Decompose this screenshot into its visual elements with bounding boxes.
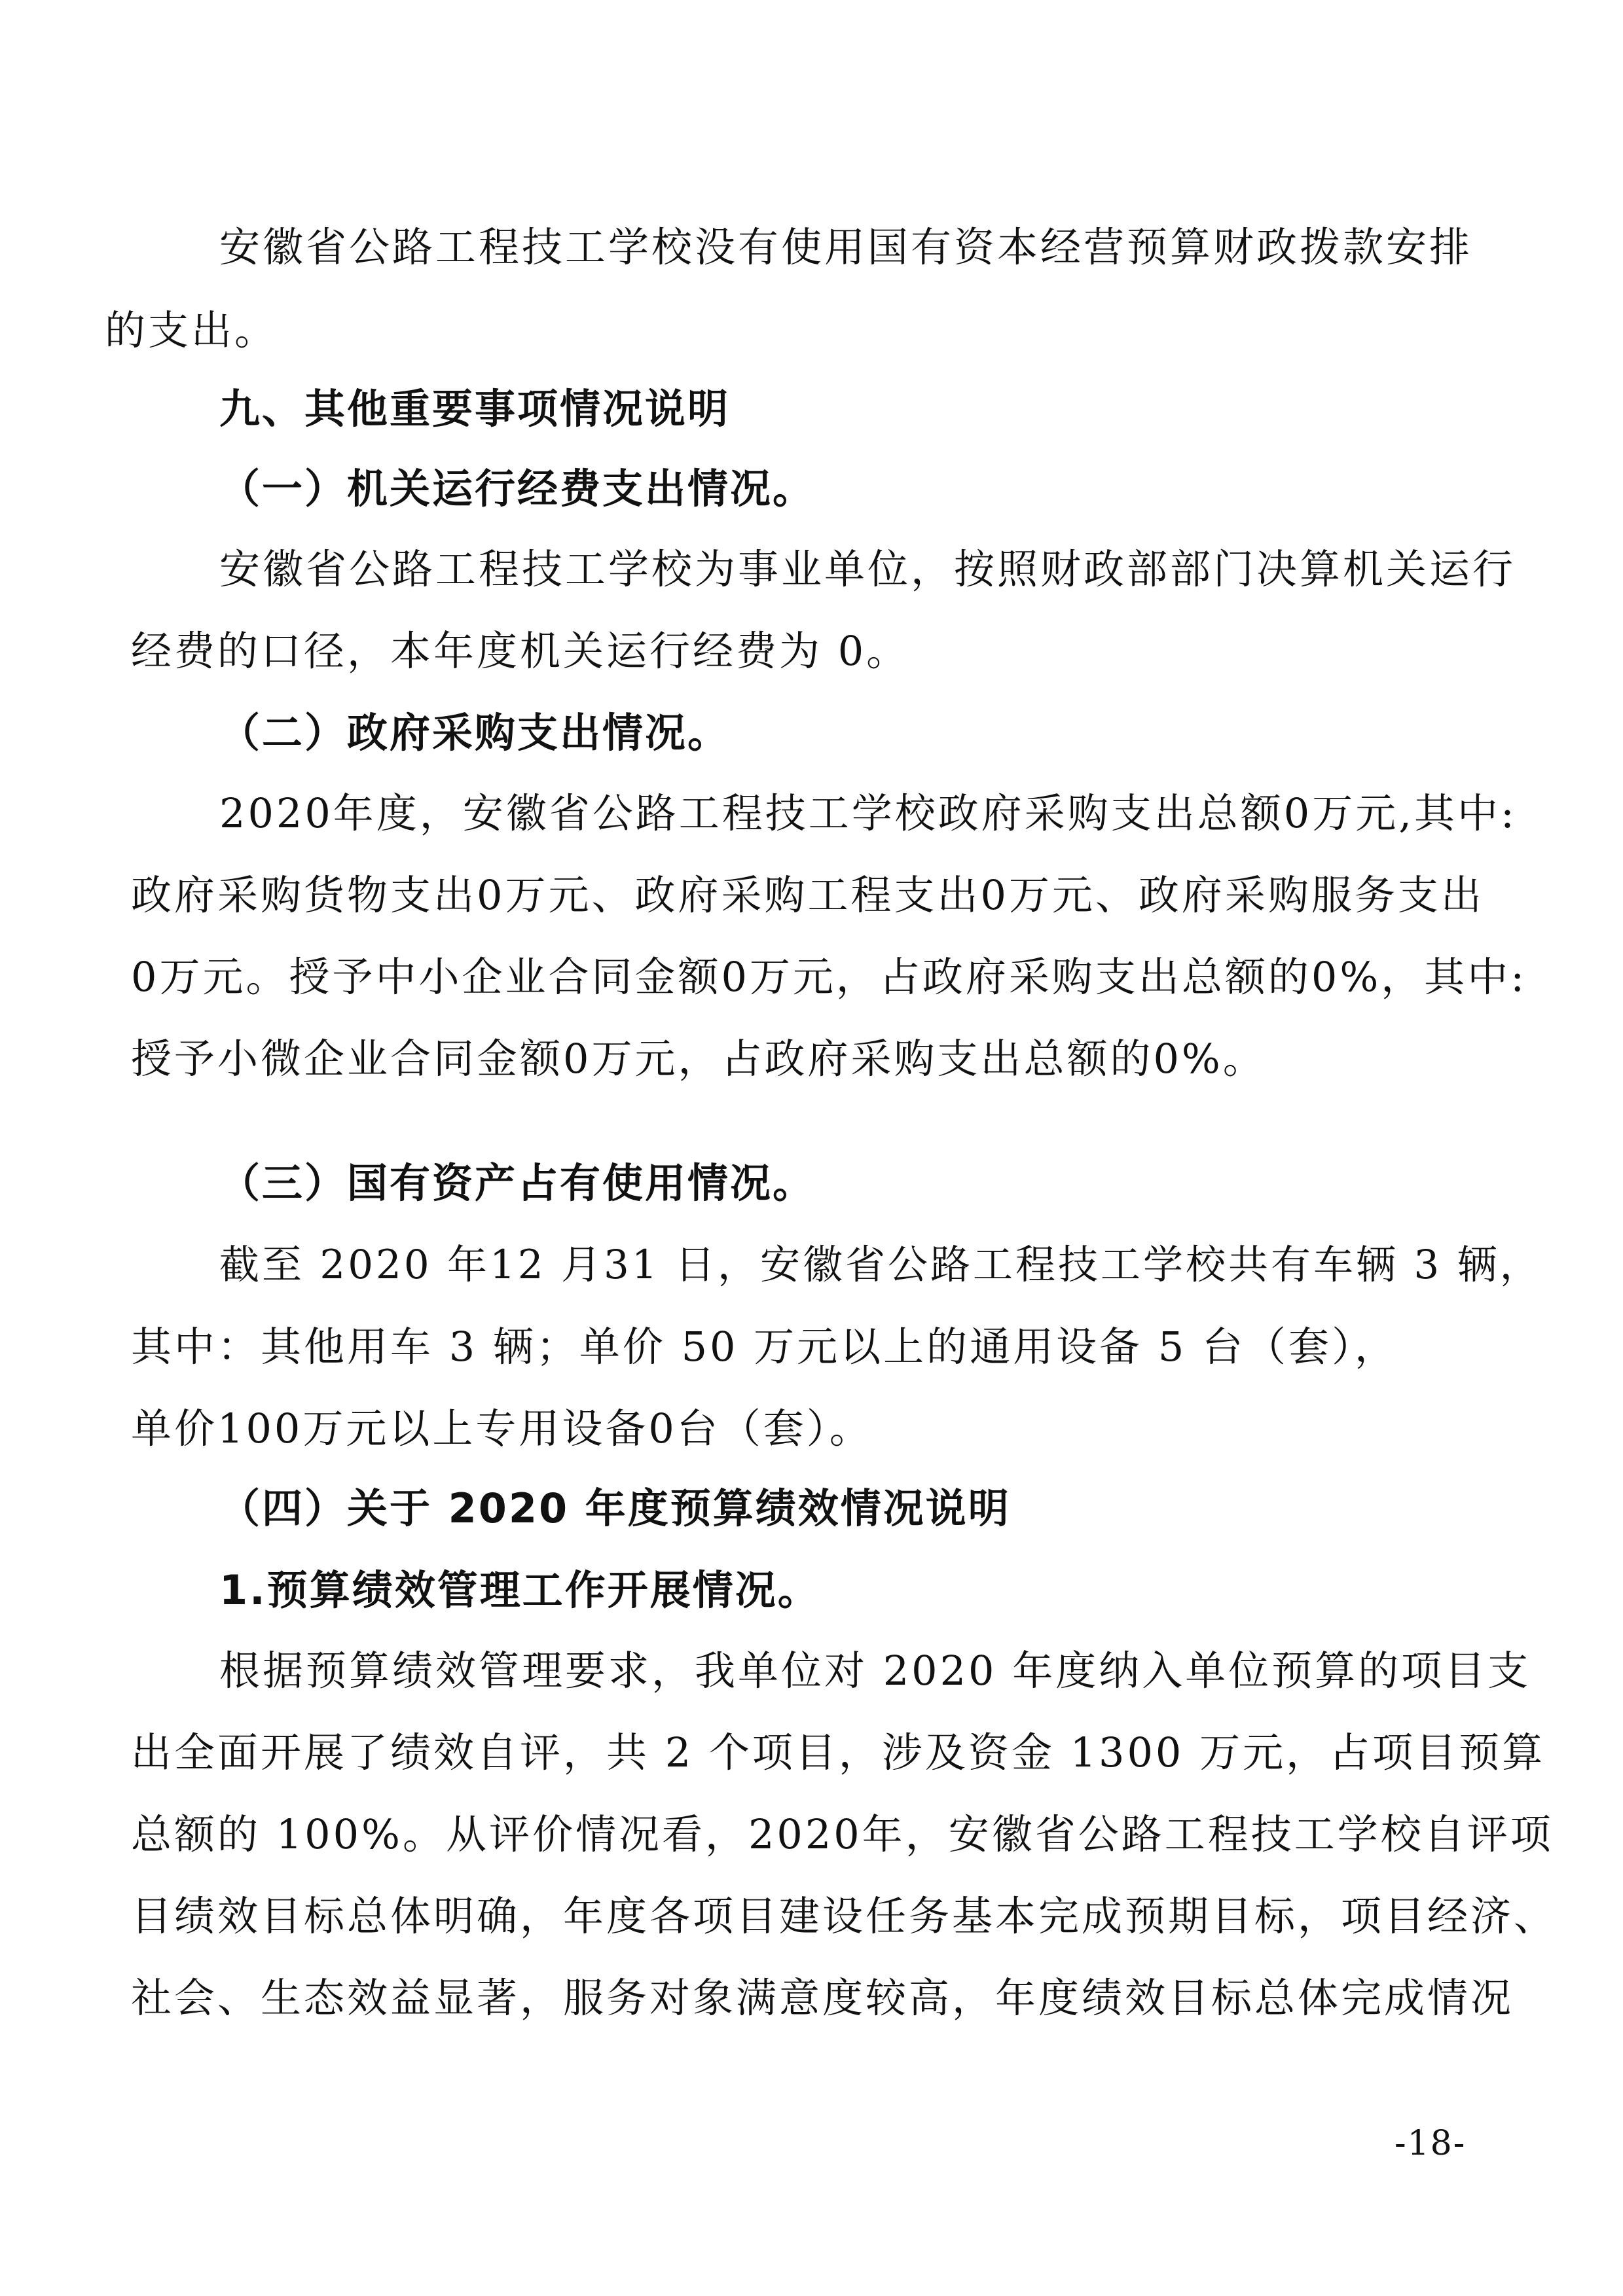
paragraph-line: 的支出。: [105, 306, 278, 354]
paragraph-line: 政府采购货物支出0万元、政府采购工程支出0万元、政府采购服务支出: [131, 871, 1484, 919]
paragraph-line: 2020年度，安徽省公路工程技工学校政府采购支出总额0万元,其中:: [219, 789, 1517, 837]
subsection-heading: （一）机关运行经费支出情况。: [219, 465, 816, 512]
subsection-heading: 1.预算绩效管理工作开展情况。: [219, 1566, 820, 1614]
subsection-heading: （四）关于 2020 年度预算绩效情况说明: [219, 1484, 1011, 1532]
section-heading: 九、其他重要事项情况说明: [219, 385, 731, 433]
paragraph-line: 0万元。授予中小企业合同金额0万元，占政府采购支出总额的0%，其中:: [131, 953, 1527, 1001]
subsection-heading: （二）政府采购支出情况。: [219, 709, 731, 757]
page-number: -18-: [1395, 2124, 1467, 2163]
paragraph-line: 目绩效目标总体明确，年度各项目建设任务基本完成预期目标，项目经济、: [131, 1892, 1558, 1940]
paragraph-line: 经费的口径，本年度机关运行经费为 0。: [131, 627, 910, 675]
paragraph-line: 安徽省公路工程技工学校没有使用国有资本经营预算财政拨款安排: [219, 223, 1473, 271]
subsection-heading: （三）国有资产占有使用情况。: [219, 1159, 816, 1207]
paragraph-line: 截至 2020 年12 月31 日，安徽省公路工程技工学校共有车辆 3 辆，: [219, 1242, 1542, 1288]
paragraph-line: 总额的 100%。从评价情况看，2020年，安徽省公路工程技工学校自评项: [131, 1810, 1554, 1858]
paragraph-line: 出全面开展了绩效自评，共 2 个项目，涉及资金 1300 万元，占项目预算: [131, 1729, 1546, 1776]
paragraph-line: 安徽省公路工程技工学校为事业单位，按照财政部部门决算机关运行: [219, 545, 1516, 593]
paragraph-line: 授予小微企业合同金额0万元，占政府采购支出总额的0%。: [131, 1035, 1266, 1083]
paragraph-line: 其中：其他用车 3 辆；单价 50 万元以上的通用设备 5 台（套），: [131, 1323, 1398, 1371]
paragraph-line: 单价100万元以上专用设备0台（套）。: [131, 1405, 873, 1452]
paragraph-line: 社会、生态效益显著，服务对象满意度较高，年度绩效目标总体完成情况: [131, 1974, 1514, 2022]
paragraph-line: 根据预算绩效管理要求，我单位对 2020 年度纳入单位预算的项目支: [219, 1647, 1531, 1695]
